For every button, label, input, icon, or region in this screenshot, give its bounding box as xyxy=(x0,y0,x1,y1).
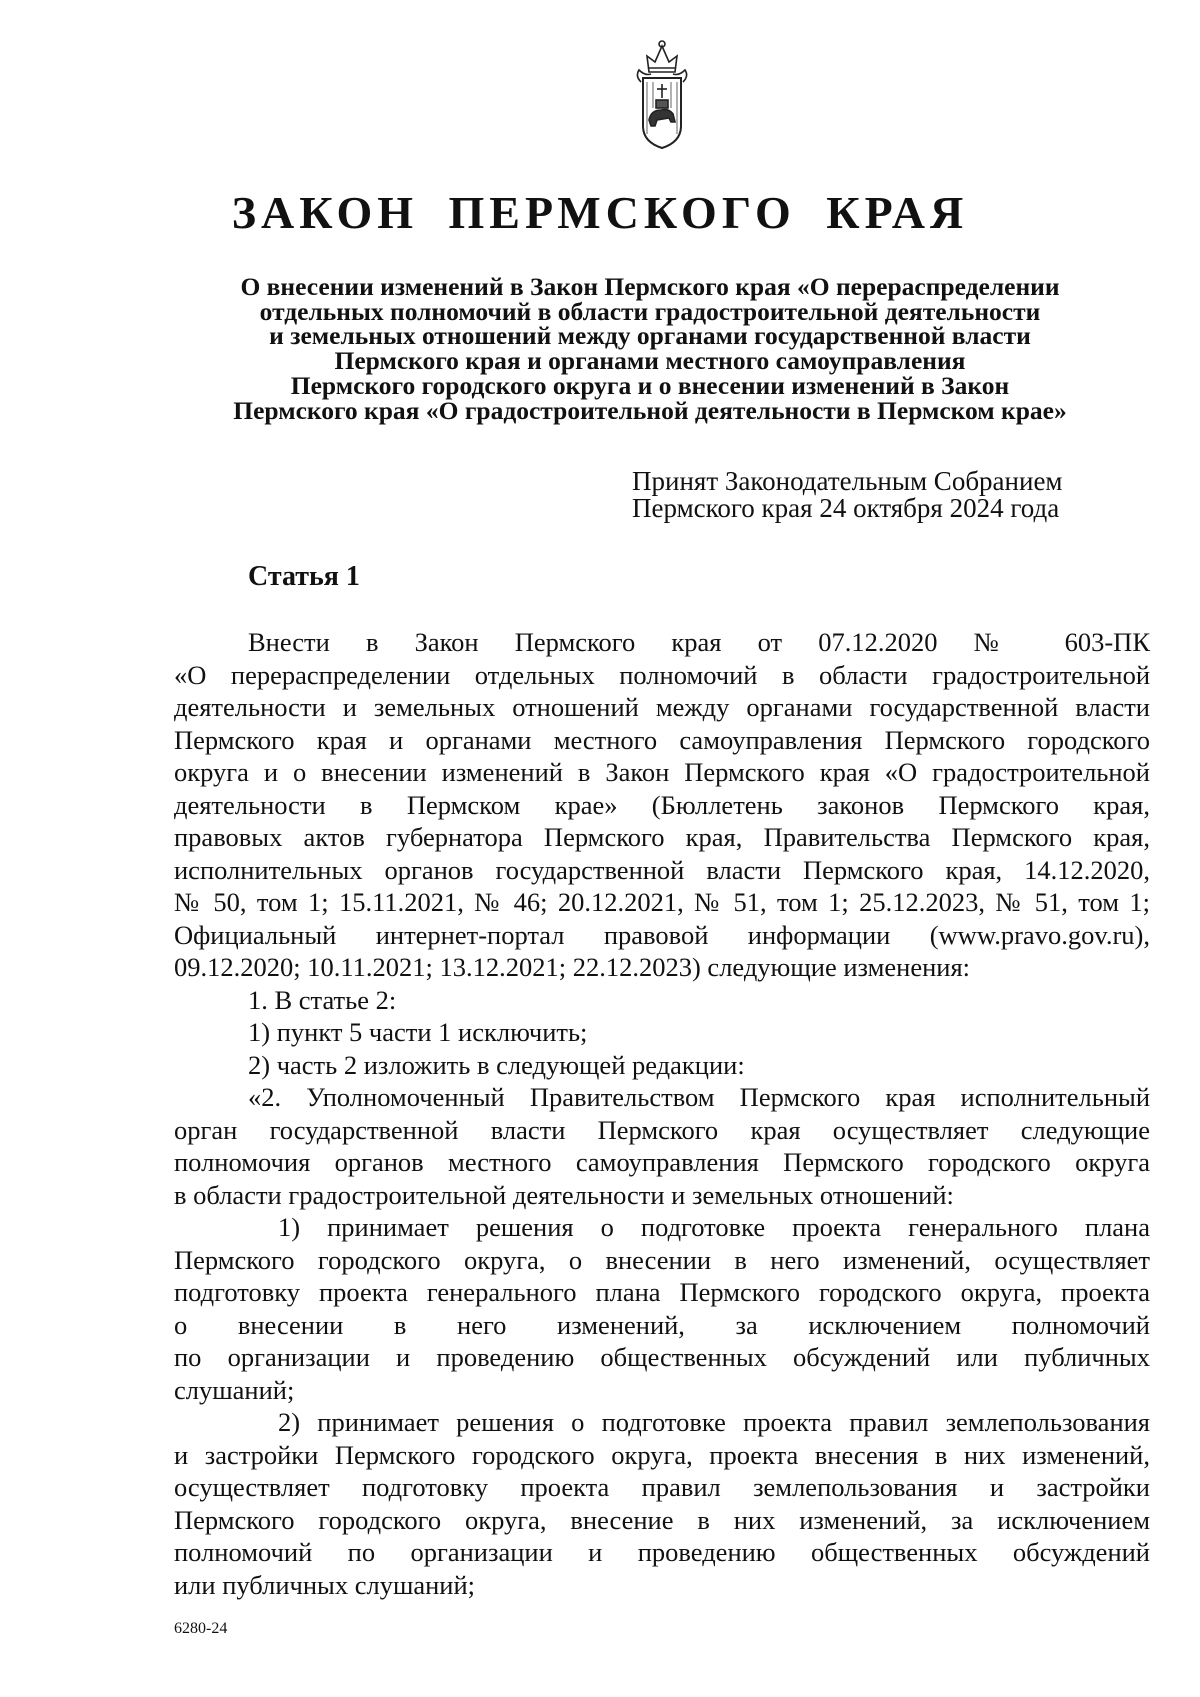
subtitle-line: и земельных отношений между органами государственной власти xyxy=(269,321,1031,351)
body-line: и застройки Пермского городского округа, проекта внесения в них изменений, xyxy=(174,1439,1150,1470)
body-line: Внести в Закон Пермского края от 07.12.2020 № 603-ПК xyxy=(248,627,1150,657)
adoption-note xyxy=(632,468,1063,522)
subtitle-line: О внесении изменений в Закон Пермского края «О перераспределении xyxy=(240,272,1060,301)
body-line: деятельности и земельных отношений между органами государственной власти xyxy=(174,692,1150,722)
body-line: Пермского края и органами местного самоуправления Пермского городского xyxy=(174,724,1150,755)
body-line: в области градостроительной деятельности и земельных отношений: xyxy=(174,1179,954,1210)
article-body xyxy=(174,626,1150,1601)
document-number: 6280-24 xyxy=(174,1620,228,1637)
body-line: 1) принимает решения о подготовке проекта генерального плана xyxy=(278,1212,1150,1242)
subtitle-line: Пермского края «О градостроительной деятельности в Пермском крае» xyxy=(233,395,1067,425)
body-line: Официальный интернет-портал правовой информации (www.pravo.gov.ru), xyxy=(174,919,1150,950)
coat-of-arms-icon xyxy=(631,38,693,152)
article-heading: Статья 1 xyxy=(248,561,360,592)
body-line: Пермского городского округа, о внесении в него изменений, осуществляет xyxy=(174,1244,1150,1275)
body-line: подготовку проекта генерального плана Пермского городского округа, проекта xyxy=(174,1277,1150,1307)
body-line: № 50, том 1; 15.11.2021, № 46; 20.12.2021, № 51, том 1; 25.12.2023, № 51, том 1; xyxy=(174,887,1150,917)
body-line: по организации и проведению общественных обсуждений или публичных xyxy=(174,1342,1150,1372)
subtitle-line: Пермского городского округа и о внесении изменений в Закон xyxy=(290,370,1010,400)
body-line: 1. В статье 2: xyxy=(248,984,397,1015)
adoption-line: Пермского края 24 октября 2024 года xyxy=(632,493,1060,523)
body-line: или публичных слушаний; xyxy=(174,1569,476,1600)
law-subtitle xyxy=(150,272,1150,425)
body-line: о внесении в него изменений, за исключением полномочий xyxy=(174,1309,1150,1340)
body-line: 2) принимает решения о подготовке проекта правил землепользования xyxy=(278,1407,1150,1437)
body-line: слушаний; xyxy=(174,1374,295,1405)
body-line: полномочий по организации и проведению общественных обсуждений xyxy=(174,1537,1150,1567)
body-line: 1) пункт 5 части 1 исключить; xyxy=(248,1017,588,1047)
body-line: деятельности в Пермском крае» (Бюллетень законов Пермского края, xyxy=(174,789,1150,820)
body-line: 09.12.2020; 10.11.2021; 13.12.2021; 22.12.2023) следующие изменения: xyxy=(174,952,970,982)
adoption-line: Принят Законодательным Собранием xyxy=(632,466,1063,496)
body-line: осуществляет подготовку проекта правил землепользования и застройки xyxy=(174,1472,1150,1502)
body-line: «О перераспределении отдельных полномочий в области градостроительной xyxy=(174,659,1150,690)
law-title: ЗАКОН ПЕРМСКОГО КРАЯ xyxy=(231,187,969,238)
body-line: исполнительных органов государственной власти Пермского края, 14.12.2020, xyxy=(174,854,1150,885)
body-line: правовых актов губернатора Пермского края, Правительства Пермского края, xyxy=(174,822,1150,852)
subtitle-line: отдельных полномочий в области градостроительной деятельности xyxy=(259,296,1041,326)
subtitle-line: Пермского края и органами местного самоуправления xyxy=(334,346,966,376)
body-line: Пермского городского округа, внесение в них изменений, за исключением xyxy=(174,1504,1150,1535)
body-line: орган государственной власти Пермского края осуществляет следующие xyxy=(174,1114,1150,1145)
body-line: 2) часть 2 изложить в следующей редакции: xyxy=(248,1049,745,1080)
body-line: полномочия органов местного самоуправления Пермского городского округа xyxy=(174,1147,1150,1177)
body-line: округа и о внесении изменений в Закон Пермского края «О градостроительной xyxy=(174,757,1150,787)
body-line: «2. Уполномоченный Правительством Пермского края исполнительный xyxy=(248,1082,1150,1112)
